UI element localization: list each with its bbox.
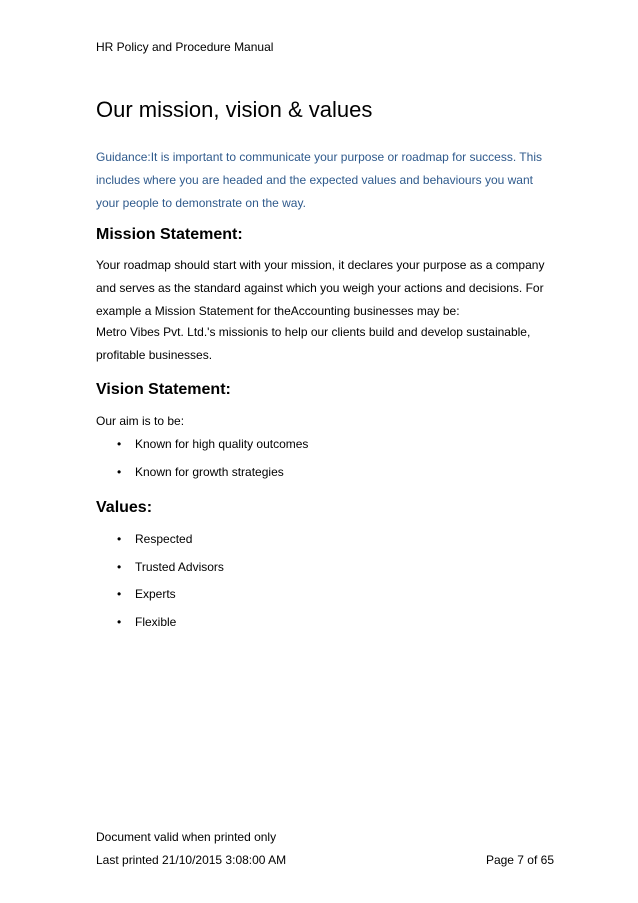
bullet-icon: •: [117, 559, 122, 574]
bullet-icon: •: [117, 532, 122, 546]
page-title: Our mission, vision & values: [96, 97, 373, 122]
list-item-text: Known for growth strategies: [135, 464, 284, 479]
page-header: HR Policy and Procedure Manual: [96, 40, 274, 54]
vision-heading: Vision Statement:: [96, 381, 231, 398]
footer-valid-note: Document valid when printed only: [96, 830, 277, 844]
footer-last-printed: Last printed 21/10/2015 3:08:00 AM: [96, 853, 287, 867]
list-item-text: Flexible: [135, 614, 177, 629]
list-item-text: Known for high quality outcomes: [135, 437, 309, 451]
bullet-icon: •: [117, 437, 122, 451]
list-item: [117, 615, 224, 643]
bullet-icon: •: [117, 464, 122, 479]
list-item: [117, 560, 224, 588]
values-heading: Values:: [96, 499, 153, 516]
list-item-text: Trusted Advisors: [135, 559, 224, 574]
bullet-icon: •: [117, 587, 122, 601]
list-item: [117, 532, 224, 560]
list-item: [117, 437, 308, 465]
page-number: Page 7 of 65: [485, 853, 554, 867]
mission-statement-paragraph: Metro Vibes Pvt. Ltd.'s missionis to help our clients build and develop sustainable, profitable businesses.: [96, 325, 531, 362]
vision-list: [117, 437, 308, 492]
values-list: [117, 532, 224, 642]
guidance-text: Guidance:It is important to communicate your purpose or roadmap for success. This includes where you are headed and the expected values and behaviours you want your people to demonstrate on the way.: [96, 150, 542, 210]
list-item: [117, 465, 308, 493]
vision-intro: Our aim is to be:: [96, 414, 185, 428]
mission-heading: Mission Statement:: [96, 226, 243, 243]
list-item-text: Respected: [135, 532, 193, 546]
list-item-text: Experts: [135, 587, 176, 601]
bullet-icon: •: [117, 614, 122, 629]
mission-paragraph: Your roadmap should start with your mission, it declares your purpose as a company and serves as the standard against which you weigh your actions and decisions. For example a Mission Statement for theAccounting businesses may be:: [96, 258, 545, 318]
list-item: [117, 587, 224, 615]
